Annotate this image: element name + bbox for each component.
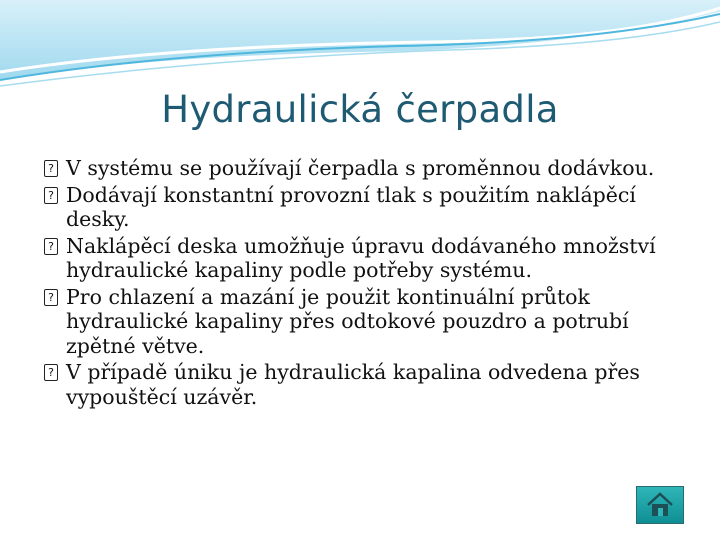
bullet-item [44, 156, 694, 181]
bullet-item [44, 234, 694, 283]
bullet-marker-icon: ? [44, 187, 58, 204]
home-button[interactable] [636, 486, 684, 524]
bullet-text: V případě úniku je hydraulická kapalina odvedena přes vypouštěcí uzávěr. [66, 360, 640, 409]
slide-title: Hydraulická čerpadla [161, 88, 559, 131]
bullet-marker-icon: ? [44, 289, 58, 306]
bullet-item [44, 285, 694, 359]
home-icon [645, 492, 675, 518]
bullet-item [44, 360, 694, 409]
bullet-list [44, 156, 694, 411]
bullet-text: V systému se používají čerpadla s proměnnou dodávkou. [66, 156, 655, 180]
bullet-marker-icon: ? [44, 364, 58, 381]
bullet-marker-icon: ? [44, 160, 58, 177]
bullet-text: Pro chlazení a mazání je použit kontinuální průtok hydraulické kapaliny přes odtokové pouzdro a potrubí zpětné větve. [66, 284, 629, 358]
header-wave-decoration [0, 0, 720, 90]
bullet-item [44, 183, 694, 232]
bullet-text: Dodávají konstantní provozní tlak s použitím naklápěcí desky. [66, 182, 636, 231]
bullet-text: Naklápěcí deska umožňuje úpravu dodávaného množství hydraulické kapaliny podle potřeby systému. [66, 233, 656, 282]
bullet-marker-icon: ? [44, 238, 58, 255]
